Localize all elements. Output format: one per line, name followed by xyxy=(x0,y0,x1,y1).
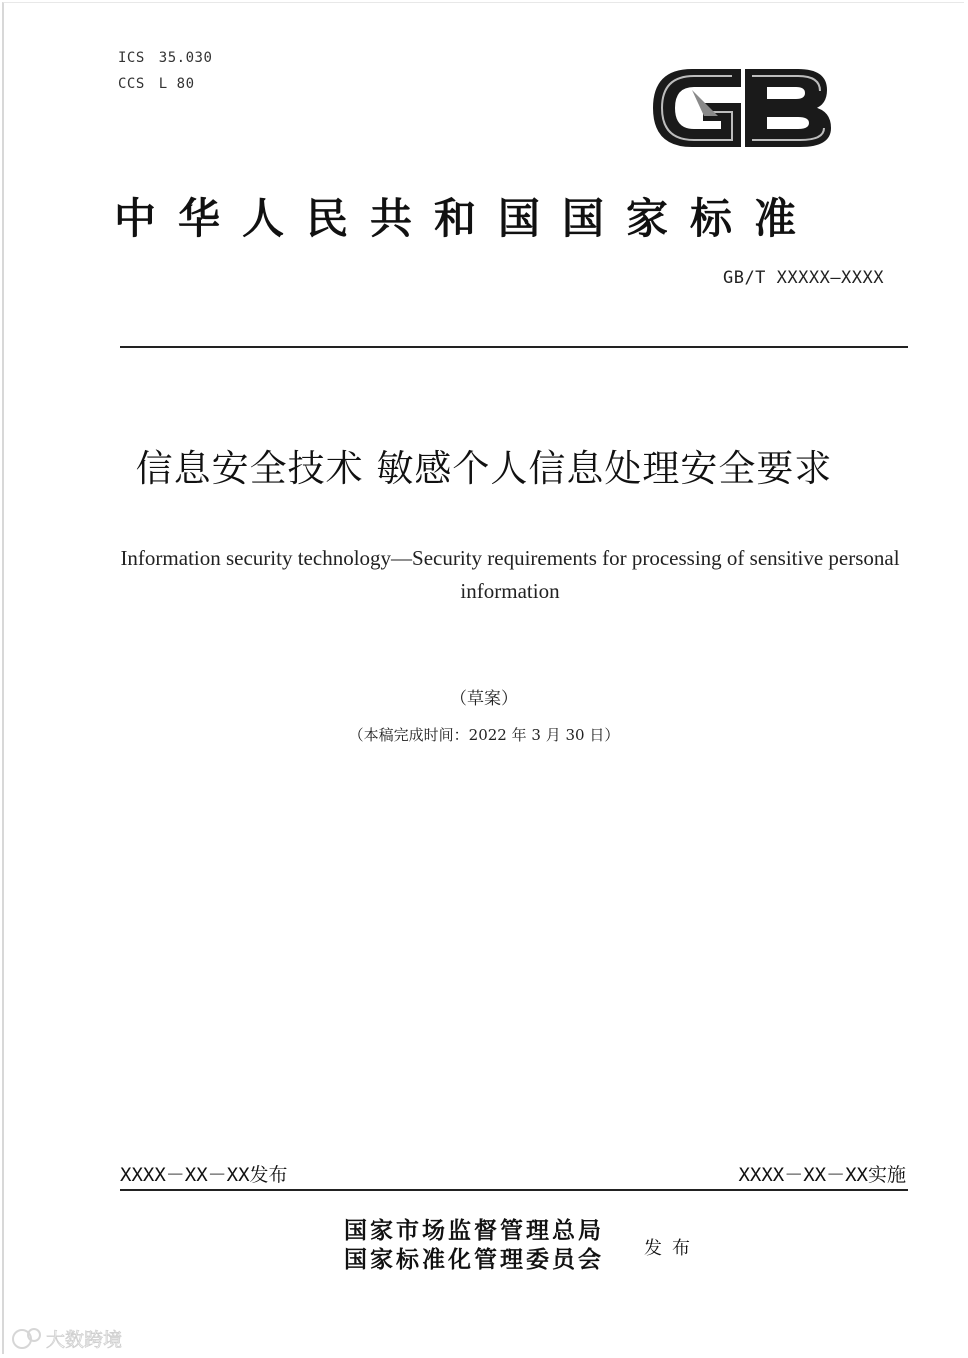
document-title-english: Information security technology—Security requirements for processing of sensitive personal information xyxy=(120,546,900,603)
header-divider xyxy=(120,346,908,348)
issue-action: 发布 xyxy=(644,1238,700,1259)
publish-date xyxy=(120,1160,288,1187)
ccs-code: L 80 xyxy=(158,76,195,92)
ics-classification xyxy=(118,50,212,66)
gb-standard-logo xyxy=(648,60,834,156)
issuer-samr: 国家市场监督管理总局 xyxy=(344,1217,604,1244)
issuing-authorities xyxy=(344,1216,604,1274)
footer-divider xyxy=(120,1189,908,1191)
issuer-sac: 国家标准化管理委员会 xyxy=(344,1246,604,1273)
implement-date xyxy=(738,1160,906,1187)
implement-date-value: XXXX－XX－XX xyxy=(738,1164,868,1186)
implement-date-suffix: 实施 xyxy=(867,1164,906,1186)
draft-completion-date: （本稿完成时间：2022 年 3 月 30 日） xyxy=(348,726,620,744)
document-title-chinese: 信息安全技术 敏感个人信息处理安全要求 xyxy=(135,447,833,490)
gb-logo-text: GB xyxy=(648,60,650,61)
ics-code: 35.030 xyxy=(158,50,213,66)
standard-number: GB/T XXXXX—XXXX xyxy=(722,268,884,288)
ccs-classification xyxy=(118,76,195,92)
gb-logo-g-letter xyxy=(654,70,740,146)
watermark-text: 大数跨境 xyxy=(46,1329,123,1351)
national-standard-title: 中华人民共和国国家标准 xyxy=(114,194,819,243)
ccs-label: CCS xyxy=(118,76,145,92)
ics-label: ICS xyxy=(118,50,145,66)
draft-label: （草案） xyxy=(450,689,518,709)
publish-date-value: XXXX－XX－XX xyxy=(120,1164,250,1186)
gb-logo-b-letter xyxy=(746,70,830,146)
watermark-logo xyxy=(8,1322,138,1356)
publish-date-suffix: 发布 xyxy=(249,1164,288,1186)
